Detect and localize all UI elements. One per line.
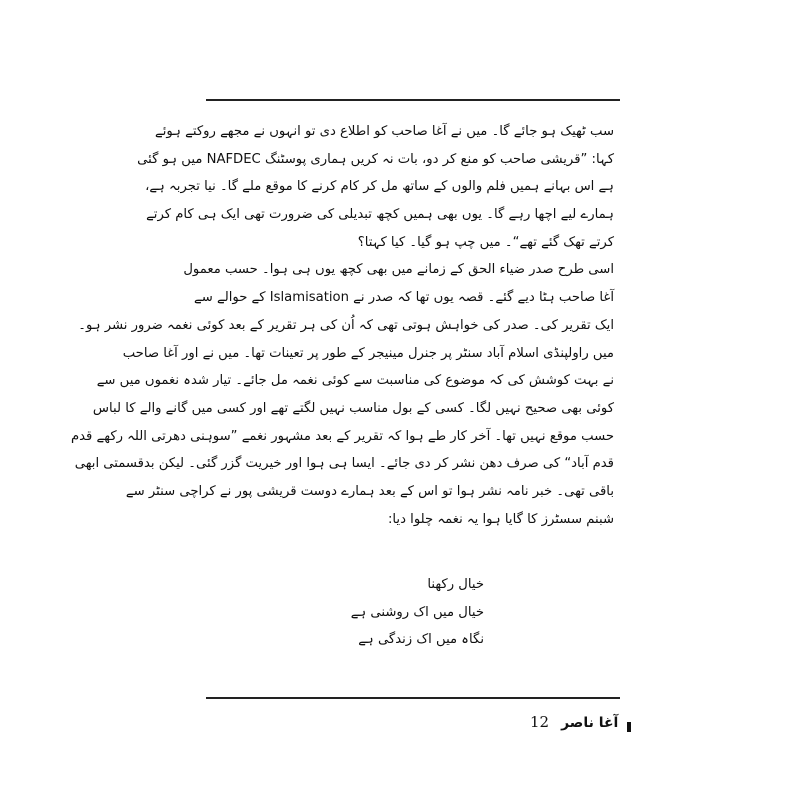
poem-line: نگاہ میں اک زندگی ہے xyxy=(358,632,484,648)
text-line: حسب موقع نہیں تھا۔ آخر کار طے ہوا کہ تقریر کے بعد مشہور نغمے ”سوہنی دھرتی اللہ رکھے قدم xyxy=(70,428,614,444)
poem-line: خیال رکھنا xyxy=(427,577,484,592)
running-title: آغا ناصر xyxy=(561,715,619,731)
text-line: قدم آباد“ کی صرف دھن نشر کر دی جائے۔ ایسا ہی ہوا اور خیریت گزر گئی۔ لیکن بدقسمتی ابھی xyxy=(74,456,614,472)
text-line: ہے اس بہانے ہمیں فلم والوں کے ساتھ مل کر کام کرنے کا موقع ملے گا۔ نیا تجربہ ہے، xyxy=(145,179,614,195)
text-line: کوئی بھی صحیح نہیں لگا۔ کسی کے بول مناسب نہیں لگتے تھے اور کسی میں گانے والے کا لباس xyxy=(92,400,614,416)
page-footer xyxy=(530,713,620,731)
text-line: ایک تقریر کی۔ صدر کی خواہش ہوتی تھی کہ اُن کی ہر تقریر کے بعد کوئی نغمہ ضرور نشر ہو۔ xyxy=(78,317,614,333)
top-rule xyxy=(206,99,620,101)
poem-line: خیال میں اک روشنی ہے xyxy=(350,604,484,620)
text-line: باقی تھی۔ خبر نامہ نشر ہوا تو اس کے بعد ہمارے دوست قریشی پور نے کراچی سنٹر سے xyxy=(125,483,614,499)
margin-mark xyxy=(627,722,631,732)
page-number: 12 xyxy=(530,713,550,731)
text-line: شبنم سسٹرز کا گایا ہوا یہ نغمہ چلوا دیا: xyxy=(387,511,614,527)
text-line: اسی طرح صدر ضیاء الحق کے زمانے میں بھی کچھ یوں ہی ہوا۔ حسب معمول xyxy=(183,262,614,278)
text-line: کہا: ”قریشی صاحب کو منع کر دو، بات نہ کریں ہماری پوسٹنگ NAFDEC میں ہو گئی xyxy=(137,151,614,167)
text-line: میں راولپنڈی اسلام آباد سنٹر پر جنرل مینیجر کے طور پر تعینات تھا۔ میں نے اور آغا صاحب xyxy=(122,345,614,361)
text-line: کرتے تھک گئے تھے“۔ میں چپ ہو گیا۔ کیا کہتا؟ xyxy=(357,234,614,250)
text-line: نے بہت کوشش کی کہ موضوع کی مناسبت سے کوئی نغمہ مل جائے۔ تیار شدہ نغموں میں سے xyxy=(96,373,614,389)
text-line: سب ٹھیک ہو جائے گا۔ میں نے آغا صاحب کو اطلاع دی تو انہوں نے مجھے روکتے ہوئے xyxy=(155,124,614,139)
text-line: آغا صاحب ہٹا دیے گئے۔ قصہ یوں تھا کہ صدر نے Islamisation کے حوالے سے xyxy=(194,290,614,306)
bottom-rule xyxy=(206,697,620,699)
body-text xyxy=(70,118,614,533)
poem-verse xyxy=(351,570,484,653)
text-line: ہمارے لیے اچھا رہے گا۔ یوں بھی ہمیں کچھ تبدیلی کی ضرورت تھی ایک ہی کام کرتے xyxy=(146,207,614,223)
